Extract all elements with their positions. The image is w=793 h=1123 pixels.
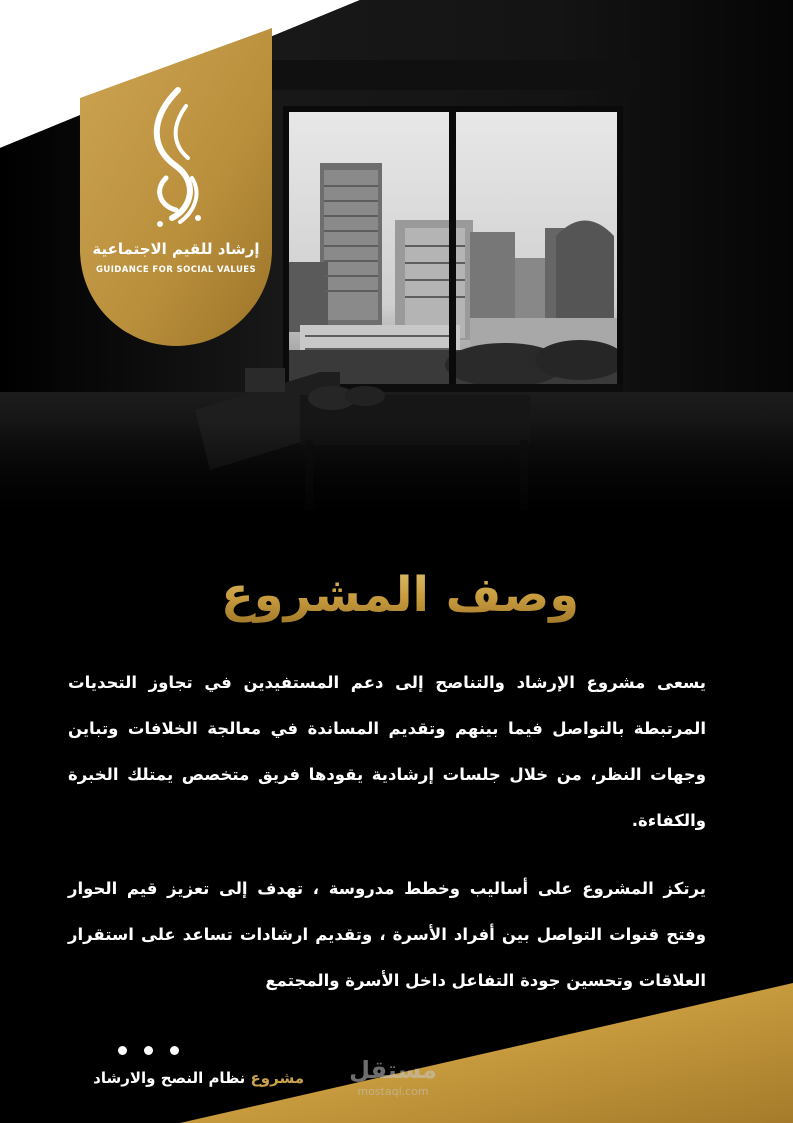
decorative-dots xyxy=(118,1046,188,1058)
description-paragraph-2: يرتكز المشروع على أساليب وخطط مدروسة ، تهدف إلى تعزيز قيم الحوار وفتح قنوات التواصل بين أفراد الأسرة ، وتقديم ارشادات تساعد على استقرار العلاقات وتحسين جودة التفاعل داخل الأسرة والمجتمع xyxy=(68,879,706,990)
logo-name-arabic: إرشاد للقيم الاجتماعية xyxy=(92,240,260,258)
section-heading: وصف المشروع xyxy=(150,560,650,630)
dot-icon xyxy=(170,1046,179,1055)
dot-icon xyxy=(144,1046,153,1055)
logo-badge xyxy=(80,28,272,346)
dot-icon xyxy=(118,1046,127,1055)
watermark-name-arabic: مستقل xyxy=(349,1056,437,1084)
description-paragraph-1: يسعى مشروع الإرشاد والتناصح إلى دعم المستفيدين في تجاوز التحديات المرتبطة بالتواصل فيما بينهم وتقديم المساندة في معالجة الخلافات وتباين وجهات النظر، من خلال جلسات إرشادية يقودها فريق متخصص يمتلك الخبرة والكفاءة. xyxy=(68,673,706,830)
footer-project-word: مشروع xyxy=(250,1069,304,1087)
logo-name-english: GUIDANCE FOR SOCIAL VALUES xyxy=(96,265,256,275)
mostaql-watermark xyxy=(338,1055,458,1105)
footer-project-name xyxy=(14,1069,304,1087)
footer-project-title: نظام النصح والارشاد xyxy=(93,1069,246,1087)
watermark-name-english: mostaql.com xyxy=(357,1085,429,1098)
